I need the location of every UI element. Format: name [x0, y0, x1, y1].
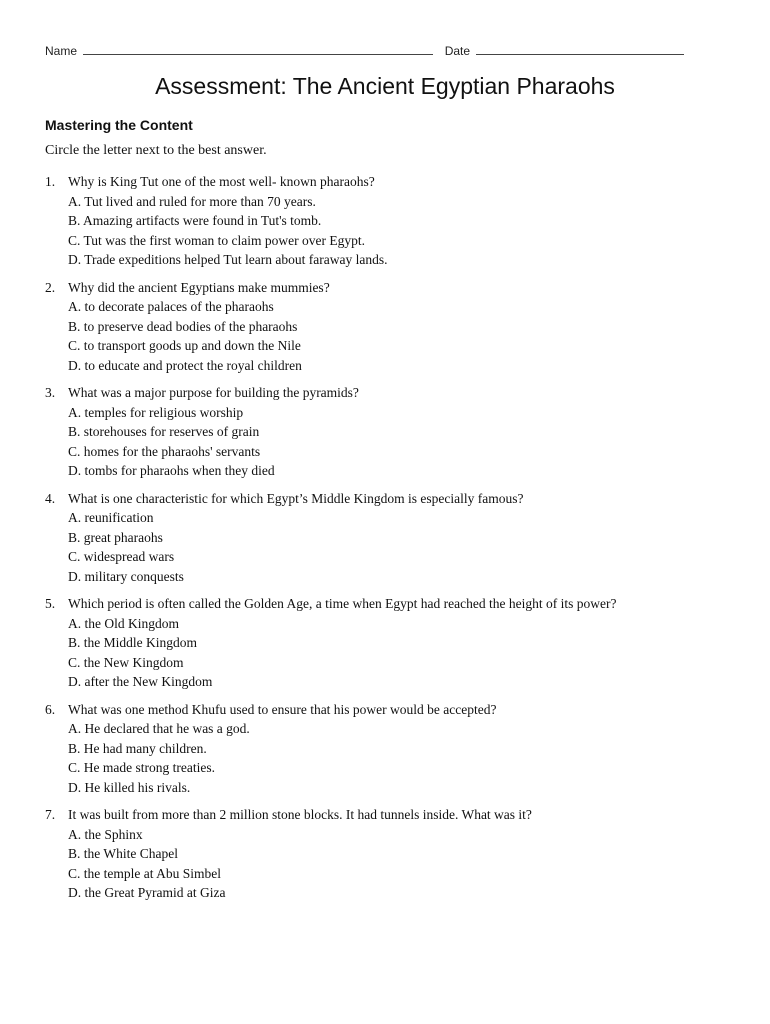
answer-choice[interactable]: C. Tut was the first woman to claim power over Egypt. — [68, 232, 365, 248]
page-title: Assessment: The Ancient Egyptian Pharaohs — [155, 73, 615, 99]
answer-choice[interactable]: A. the Old Kingdom — [68, 615, 179, 631]
answer-choice[interactable]: D. military conquests — [68, 568, 184, 584]
answer-choice[interactable]: C. to transport goods up and down the Nile — [68, 338, 301, 353]
answer-choice[interactable]: D. tombs for pharaohs when they died — [68, 463, 275, 478]
answer-choice[interactable]: D. Trade expeditions helped Tut learn about faraway lands. — [68, 252, 388, 267]
answer-choice[interactable]: C. the temple at Abu Simbel — [68, 865, 221, 881]
question-text: Why is King Tut one of the most well- known pharaohs? — [68, 174, 375, 189]
answer-choice[interactable]: A. to decorate palaces of the pharaohs — [68, 299, 274, 314]
question-number: 7. — [45, 807, 56, 822]
question-4 — [45, 489, 745, 587]
answer-choice[interactable]: A. reunification — [68, 510, 154, 525]
answer-choice[interactable]: B. Amazing artifacts were found in Tut's tomb. — [68, 213, 322, 228]
name-blank-line[interactable] — [83, 44, 433, 55]
date-label: Date — [444, 44, 471, 58]
question-number: 6. — [45, 701, 56, 717]
answer-choice[interactable]: C. the New Kingdom — [68, 654, 184, 670]
answer-choice[interactable]: B. He had many children. — [68, 740, 207, 756]
question-number: 5. — [45, 596, 56, 611]
instruction-text: Circle the letter next to the best answer. — [45, 143, 267, 158]
date-blank-line[interactable] — [476, 44, 684, 55]
question-text: What was one method Khufu used to ensure that his power would be accepted? — [68, 701, 497, 717]
question-5 — [45, 594, 745, 692]
question-number: 1. — [45, 174, 56, 189]
question-number: 2. — [45, 279, 56, 295]
question-6 — [45, 700, 745, 798]
student-info-row — [45, 44, 684, 58]
answer-choice[interactable]: D. to educate and protect the royal children — [68, 357, 302, 373]
answer-choice[interactable]: B. to preserve dead bodies of the pharaohs — [68, 318, 298, 334]
question-1 — [45, 172, 745, 270]
question-2 — [45, 278, 745, 376]
question-text: Why did the ancient Egyptians make mummies? — [68, 279, 330, 295]
answer-choice[interactable]: B. the Middle Kingdom — [68, 635, 197, 650]
answer-choice[interactable]: D. the Great Pyramid at Giza — [68, 885, 226, 900]
question-number: 4. — [45, 490, 56, 506]
name-label: Name — [45, 44, 78, 58]
answer-choice[interactable]: D. He killed his rivals. — [68, 779, 191, 795]
answer-choice[interactable]: A. He declared that he was a god. — [68, 721, 250, 736]
answer-choice[interactable]: C. homes for the pharaohs' servants — [68, 443, 261, 459]
answer-choice[interactable]: D. after the New Kingdom — [68, 674, 213, 689]
question-number: 3. — [45, 385, 56, 400]
answer-choice[interactable]: C. He made strong treaties. — [68, 760, 215, 775]
answer-choice[interactable]: B. the White Chapel — [68, 846, 178, 861]
section-heading: Mastering the Content — [45, 117, 193, 133]
question-list — [45, 172, 745, 911]
question-text: It was built from more than 2 million stone blocks. It had tunnels inside. What was it? — [68, 807, 532, 822]
answer-choice[interactable]: C. widespread wars — [68, 549, 175, 564]
answer-choice[interactable]: A. the Sphinx — [68, 826, 143, 842]
question-text: What is one characteristic for which Egypt’s Middle Kingdom is especially famous? — [68, 490, 524, 506]
question-3 — [45, 383, 745, 481]
answer-choice[interactable]: B. great pharaohs — [68, 529, 163, 545]
question-7 — [45, 805, 745, 903]
answer-choice[interactable]: B. storehouses for reserves of grain — [68, 424, 260, 439]
question-text: Which period is often called the Golden Age, a time when Egypt had reached the height of its power? — [68, 596, 617, 611]
answer-choice[interactable]: A. Tut lived and ruled for more than 70 years. — [68, 193, 316, 209]
question-text: What was a major purpose for building the pyramids? — [68, 385, 359, 400]
answer-choice[interactable]: A. temples for religious worship — [68, 404, 244, 420]
